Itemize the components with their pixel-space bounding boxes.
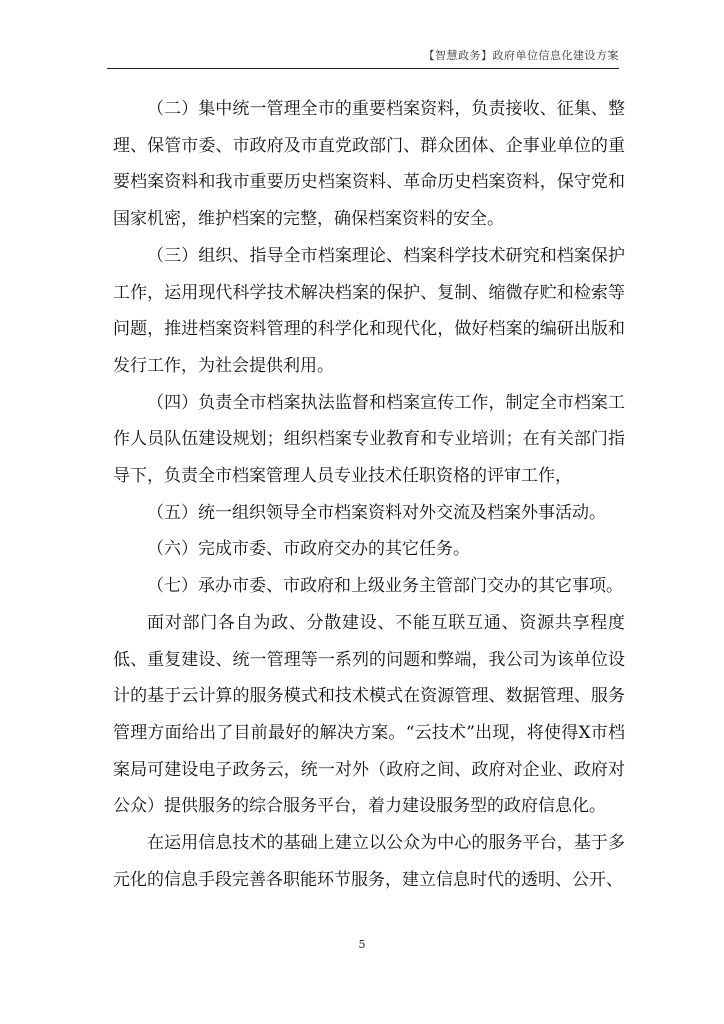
header-divider <box>107 68 619 69</box>
paragraph-6: （六）完成市委、市政府交办的其它任务。 <box>147 539 470 560</box>
paragraph-cloud-solution: 面对部门各自为政、分散建设、不能互联互通、资源共享程度低、重复建设、统一管理等一系列的问题和弊端，我公司为该单位设计的基于云计算的服务模式和技术模式在资源管理、数据管理、服务管理方面给出了目前最好的解决方案。“云技术”出现，将使得X市档案局可建设电子政务云，统一对外（政府之间、政府对企业、政府对公众）提供服务的综合服务平台，着力建设服务型的政府信息化。 <box>113 612 625 817</box>
paragraph-4: （四）负责全市档案执法监督和档案宣传工作，制定全市档案工作人员队伍建设规划；组织档案专业教育和专业培训；在有关部门指导下，负责全市档案管理人员专业技术任职资格的评审工作， <box>113 392 625 487</box>
page-header-title: 【智慧政务】政府单位信息化建设方案 <box>423 49 619 62</box>
paragraph-3: （三）组织、指导全市档案理论、档案科学技术研究和档案保护工作，运用现代科学技术解决档案的保护、复制、缩微存贮和检索等问题，推进档案资料管理的科学化和现代化，做好档案的编研出版和发行工作，为社会提供利用。 <box>113 245 625 376</box>
page-number: 5 <box>358 938 366 951</box>
paragraph-2: （二）集中统一管理全市的重要档案资料，负责接收、征集、整理、保管市委、市政府及市直党政部门、群众团体、企事业单位的重要档案资料和我市重要历史档案资料、革命历史档案资料，保守党和国家机密，维护档案的完整，确保档案资料的安全。 <box>113 99 625 230</box>
paragraph-7: （七）承办市委、市政府和上级业务主管部门交办的其它事项。 <box>147 576 623 597</box>
paragraph-5: （五）统一组织领导全市档案资料对外交流及档案外事活动。 <box>147 502 606 523</box>
paragraph-service-platform: 在运用信息技术的基础上建立以公众为中心的服务平台，基于多元化的信息手段完善各职能环节服务，建立信息时代的透明、公开、 <box>113 833 625 890</box>
document-body <box>113 91 625 898</box>
